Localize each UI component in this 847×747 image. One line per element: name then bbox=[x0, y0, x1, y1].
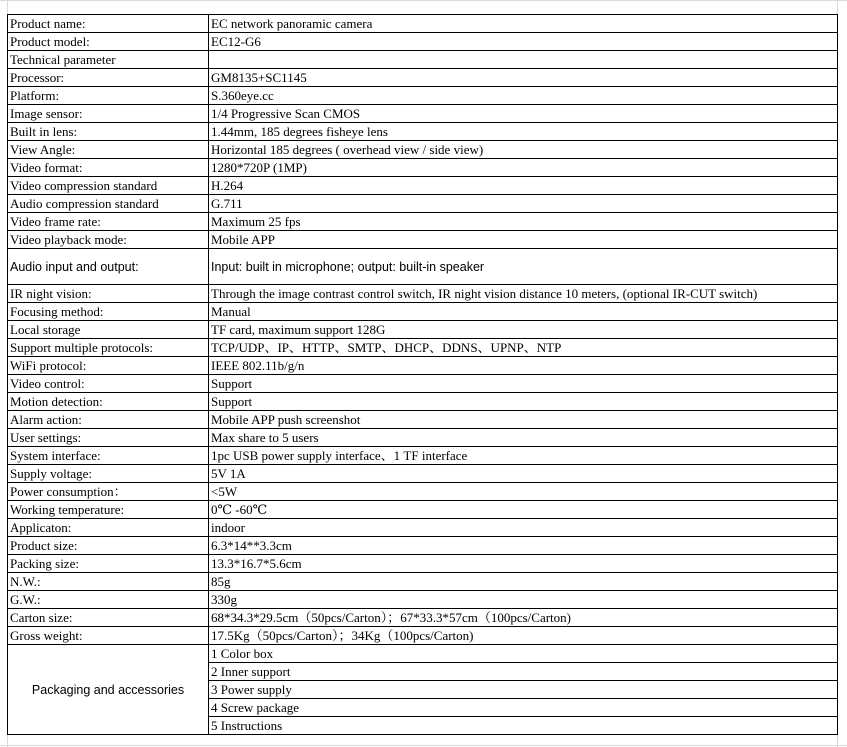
spec-value-cell[interactable]: indoor bbox=[209, 519, 838, 537]
table-row bbox=[8, 411, 838, 429]
spec-value-cell[interactable]: S.360eye.cc bbox=[209, 87, 838, 105]
spec-label-cell[interactable]: Processor: bbox=[8, 69, 209, 87]
spec-label-cell[interactable]: Applicaton: bbox=[8, 519, 209, 537]
spec-value-cell[interactable]: Mobile APP push screenshot bbox=[209, 411, 838, 429]
spec-label-cell[interactable]: IR night vision: bbox=[8, 285, 209, 303]
spec-label-cell[interactable]: Support multiple protocols: bbox=[8, 339, 209, 357]
spec-label-cell[interactable]: Product name: bbox=[8, 15, 209, 33]
table-row bbox=[8, 357, 838, 375]
spec-label-cell[interactable]: Video playback mode: bbox=[8, 231, 209, 249]
spec-label-cell[interactable]: Audio input and output: bbox=[8, 249, 209, 285]
table-row bbox=[8, 591, 838, 609]
spec-label-cell[interactable]: Focusing method: bbox=[8, 303, 209, 321]
packaging-item-cell[interactable]: 1 Color box bbox=[209, 645, 838, 663]
spec-label-cell[interactable]: Power consumption： bbox=[8, 483, 209, 501]
table-row bbox=[8, 249, 838, 285]
spec-value-cell[interactable]: Max share to 5 users bbox=[209, 429, 838, 447]
spec-label-cell[interactable]: Gross weight: bbox=[8, 627, 209, 645]
spec-label-cell[interactable]: Alarm action: bbox=[8, 411, 209, 429]
table-row bbox=[8, 573, 838, 591]
spec-value-cell[interactable]: 5V 1A bbox=[209, 465, 838, 483]
spec-table bbox=[7, 14, 838, 735]
spec-label-cell[interactable]: Supply voltage: bbox=[8, 465, 209, 483]
spec-value-cell[interactable]: Manual bbox=[209, 303, 838, 321]
table-row bbox=[8, 555, 838, 573]
spec-label-cell[interactable]: Platform: bbox=[8, 87, 209, 105]
table-row bbox=[8, 231, 838, 249]
table-row bbox=[8, 51, 838, 69]
spec-value-cell[interactable]: 1280*720P (1MP) bbox=[209, 159, 838, 177]
spec-label-cell[interactable]: Video compression standard bbox=[8, 177, 209, 195]
table-row bbox=[8, 33, 838, 51]
spec-value-cell[interactable]: 0℃ -60℃ bbox=[209, 501, 838, 519]
spec-value-cell[interactable]: Mobile APP bbox=[209, 231, 838, 249]
spec-value-cell[interactable]: TF card, maximum support 128G bbox=[209, 321, 838, 339]
spec-value-cell[interactable]: Through the image contrast control switch, IR night vision distance 10 meters, (optional IR-CUT switch) bbox=[209, 285, 838, 303]
spec-value-cell[interactable]: EC network panoramic camera bbox=[209, 15, 838, 33]
table-row bbox=[8, 321, 838, 339]
table-row bbox=[8, 519, 838, 537]
spec-value-cell[interactable]: IEEE 802.11b/g/n bbox=[209, 357, 838, 375]
spec-value-cell[interactable]: 17.5Kg（50pcs/Carton）；34Kg（100pcs/Carton) bbox=[209, 627, 838, 645]
spec-label-cell[interactable]: Built in lens: bbox=[8, 123, 209, 141]
table-row bbox=[8, 537, 838, 555]
spec-value-cell[interactable]: H.264 bbox=[209, 177, 838, 195]
spec-value-cell[interactable]: 1/4 Progressive Scan CMOS bbox=[209, 105, 838, 123]
spec-value-cell[interactable]: 68*34.3*29.5cm（50pcs/Carton）；67*33.3*57cm（100pcs/Carton) bbox=[209, 609, 838, 627]
spec-value-cell[interactable]: 1.44mm, 185 degrees fisheye lens bbox=[209, 123, 838, 141]
spec-value-cell[interactable]: 13.3*16.7*5.6cm bbox=[209, 555, 838, 573]
table-row bbox=[8, 465, 838, 483]
table-row bbox=[8, 339, 838, 357]
spec-label-cell[interactable]: Audio compression standard bbox=[8, 195, 209, 213]
spec-value-cell[interactable]: GM8135+SC1145 bbox=[209, 69, 838, 87]
spec-label-cell[interactable]: Working temperature: bbox=[8, 501, 209, 519]
spec-value-cell[interactable]: Support bbox=[209, 393, 838, 411]
packaging-item-cell[interactable]: 3 Power supply bbox=[209, 681, 838, 699]
spec-value-cell[interactable]: 85g bbox=[209, 573, 838, 591]
spec-value-cell[interactable]: Maximum 25 fps bbox=[209, 213, 838, 231]
spec-label-cell[interactable]: Video frame rate: bbox=[8, 213, 209, 231]
spec-label-cell[interactable]: Product model: bbox=[8, 33, 209, 51]
spec-label-cell[interactable]: WiFi protocol: bbox=[8, 357, 209, 375]
spec-label-cell[interactable]: Technical parameter bbox=[8, 51, 209, 69]
packaging-item-cell[interactable]: 5 Instructions bbox=[209, 717, 838, 735]
table-row bbox=[8, 177, 838, 195]
table-row bbox=[8, 195, 838, 213]
table-row bbox=[8, 69, 838, 87]
packaging-item-cell[interactable]: 4 Screw package bbox=[209, 699, 838, 717]
table-row bbox=[8, 483, 838, 501]
spec-label-cell[interactable]: User settings: bbox=[8, 429, 209, 447]
table-row bbox=[8, 15, 838, 33]
spec-value-cell[interactable]: G.711 bbox=[209, 195, 838, 213]
spec-label-cell[interactable]: G.W.: bbox=[8, 591, 209, 609]
spec-label-cell[interactable]: View Angle: bbox=[8, 141, 209, 159]
spec-label-cell[interactable]: Motion detection: bbox=[8, 393, 209, 411]
table-row bbox=[8, 285, 838, 303]
table-row bbox=[8, 213, 838, 231]
spec-value-cell[interactable]: 330g bbox=[209, 591, 838, 609]
table-row bbox=[8, 375, 838, 393]
spec-label-cell[interactable]: Carton size: bbox=[8, 609, 209, 627]
table-row bbox=[8, 645, 838, 663]
spec-label-cell[interactable]: Product size: bbox=[8, 537, 209, 555]
table-row bbox=[8, 501, 838, 519]
spec-label-cell[interactable]: Video format: bbox=[8, 159, 209, 177]
spec-label-cell[interactable]: N.W.: bbox=[8, 573, 209, 591]
spec-value-cell[interactable]: <5W bbox=[209, 483, 838, 501]
spec-label-cell[interactable]: Local storage bbox=[8, 321, 209, 339]
spec-value-cell[interactable] bbox=[209, 51, 838, 69]
table-row bbox=[8, 429, 838, 447]
table-row bbox=[8, 447, 838, 465]
spec-value-cell[interactable]: Support bbox=[209, 375, 838, 393]
table-row bbox=[8, 159, 838, 177]
spec-value-cell[interactable]: Horizontal 185 degrees ( overhead view / side view) bbox=[209, 141, 838, 159]
table-row bbox=[8, 393, 838, 411]
table-row bbox=[8, 609, 838, 627]
packaging-item-cell[interactable]: 2 Inner support bbox=[209, 663, 838, 681]
spec-label-cell[interactable]: System interface: bbox=[8, 447, 209, 465]
table-row bbox=[8, 87, 838, 105]
spec-value-cell[interactable]: 6.3*14**3.3cm bbox=[209, 537, 838, 555]
spec-value-cell[interactable]: TCP/UDP、IP、HTTP、SMTP、DHCP、DDNS、UPNP、NTP bbox=[209, 339, 838, 357]
table-row bbox=[8, 303, 838, 321]
spec-label-cell[interactable]: Video control: bbox=[8, 375, 209, 393]
spec-value-cell[interactable]: EC12-G6 bbox=[209, 33, 838, 51]
table-row bbox=[8, 627, 838, 645]
spec-value-cell[interactable]: Input: built in microphone; output: built-in speaker bbox=[209, 249, 838, 285]
spec-value-cell[interactable]: 1pc USB power supply interface、1 TF interface bbox=[209, 447, 838, 465]
table-row bbox=[8, 123, 838, 141]
table-row bbox=[8, 141, 838, 159]
spec-label-cell[interactable]: Image sensor: bbox=[8, 105, 209, 123]
table-row bbox=[8, 105, 838, 123]
spec-label-cell[interactable]: Packing size: bbox=[8, 555, 209, 573]
packaging-label-cell[interactable]: Packaging and accessories bbox=[8, 645, 209, 735]
